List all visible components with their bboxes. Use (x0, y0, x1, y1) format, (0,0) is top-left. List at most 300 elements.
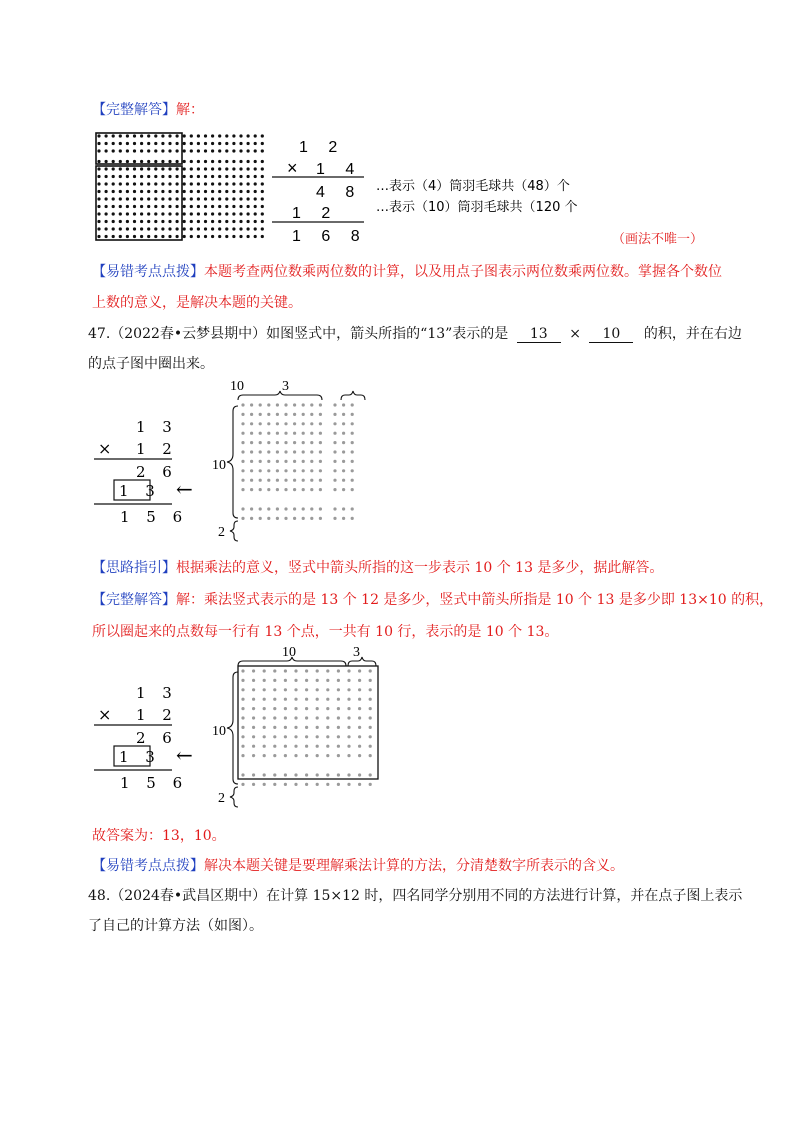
dot (97, 235, 100, 238)
dot (126, 134, 129, 137)
dot (342, 507, 345, 510)
dot (267, 432, 270, 435)
dot (197, 149, 200, 152)
dot (190, 167, 193, 170)
dot (369, 745, 372, 748)
dot (154, 182, 157, 185)
dot (326, 716, 329, 719)
answer-text: 解： (176, 102, 204, 118)
dot (97, 142, 100, 145)
dot (190, 134, 193, 137)
dot (154, 134, 157, 137)
dot (204, 149, 207, 152)
dot (232, 182, 235, 185)
dot (302, 469, 305, 472)
dot (369, 698, 372, 701)
dot (358, 707, 361, 710)
dot (302, 517, 305, 520)
arrow-icon-2: ← (176, 743, 193, 767)
dot (358, 783, 361, 786)
dot (161, 175, 164, 178)
dot (259, 460, 262, 463)
dot-grid-1 (97, 134, 264, 238)
dot (276, 507, 279, 510)
dot (284, 716, 287, 719)
dot (112, 227, 115, 230)
dot (225, 197, 228, 200)
dot (183, 190, 186, 193)
dot (250, 422, 253, 425)
dot (211, 220, 214, 223)
dot (225, 227, 228, 230)
dot (239, 160, 242, 163)
a-op: × (98, 705, 112, 724)
brace-label-side-2: 2 (218, 525, 225, 540)
dot (294, 669, 297, 672)
circled-block-small (96, 133, 182, 164)
dot (239, 190, 242, 193)
dot (310, 507, 313, 510)
dot (261, 235, 264, 238)
dot (204, 134, 207, 137)
dot (347, 745, 350, 748)
dot (204, 212, 207, 215)
dot (190, 220, 193, 223)
dot (369, 754, 372, 757)
dot (351, 507, 354, 510)
dot (97, 182, 100, 185)
dot (267, 488, 270, 491)
dot (211, 149, 214, 152)
vertical-calc-q (94, 418, 193, 526)
dot (333, 432, 336, 435)
dot (284, 669, 287, 672)
dot (369, 783, 372, 786)
dot (133, 134, 136, 137)
dot (358, 688, 361, 691)
dot (316, 688, 319, 691)
dot (302, 488, 305, 491)
dot (140, 160, 143, 163)
dot (284, 745, 287, 748)
dot (342, 432, 345, 435)
dot (267, 507, 270, 510)
dot (105, 197, 108, 200)
dot (337, 707, 340, 710)
dot (276, 403, 279, 406)
dot (204, 167, 207, 170)
dot (190, 205, 193, 208)
dot (358, 773, 361, 776)
dot (168, 227, 171, 230)
dot (225, 160, 228, 163)
dot (276, 488, 279, 491)
dot (337, 679, 340, 682)
dot-grid-answer (241, 669, 371, 786)
dot (276, 413, 279, 416)
dot (252, 688, 255, 691)
dot (232, 142, 235, 145)
dot (254, 235, 257, 238)
dot (369, 688, 372, 691)
dot (112, 134, 115, 137)
dot (241, 479, 244, 482)
dot (333, 422, 336, 425)
dot (267, 469, 270, 472)
dot (254, 142, 257, 145)
dot (273, 745, 276, 748)
dot (247, 227, 250, 230)
dot (126, 167, 129, 170)
dot (154, 235, 157, 238)
dot (225, 190, 228, 193)
dot (147, 190, 150, 193)
dot (204, 160, 207, 163)
dot (261, 190, 264, 193)
dot (319, 460, 322, 463)
dot (176, 190, 179, 193)
dot (259, 450, 262, 453)
dot (254, 205, 257, 208)
dot (168, 197, 171, 200)
dot (140, 190, 143, 193)
dot (273, 735, 276, 738)
dot (254, 220, 257, 223)
dot (241, 707, 244, 710)
question-text-1: 如图竖式中，箭头所指的“13”表示的是 (266, 326, 509, 342)
dot (97, 160, 100, 163)
dot (154, 197, 157, 200)
dot (267, 450, 270, 453)
dot (250, 507, 253, 510)
dot (97, 227, 100, 230)
dot (126, 142, 129, 145)
dot (119, 197, 122, 200)
dot (168, 167, 171, 170)
dot (126, 220, 129, 223)
dot (225, 149, 228, 152)
dot (342, 441, 345, 444)
dot (218, 160, 221, 163)
dot (241, 517, 244, 520)
answer-tag: 【完整解答】 (92, 102, 176, 118)
dot (190, 149, 193, 152)
dot (250, 488, 253, 491)
dot (105, 220, 108, 223)
dot (218, 220, 221, 223)
dot (316, 773, 319, 776)
dot (247, 197, 250, 200)
dot (358, 716, 361, 719)
dot (97, 167, 100, 170)
dot (302, 479, 305, 482)
dot (347, 773, 350, 776)
dot (241, 735, 244, 738)
dot (97, 212, 100, 215)
dot (305, 735, 308, 738)
dot (239, 197, 242, 200)
dot (147, 149, 150, 152)
dot (305, 745, 308, 748)
dot (197, 197, 200, 200)
dot (284, 679, 287, 682)
dot (294, 726, 297, 729)
dot (241, 460, 244, 463)
dot (342, 422, 345, 425)
brace-side-2 (230, 521, 238, 541)
dot (261, 167, 264, 170)
dot (232, 175, 235, 178)
dot (333, 517, 336, 520)
dot (351, 469, 354, 472)
dot (319, 488, 322, 491)
dot (211, 190, 214, 193)
dot (310, 479, 313, 482)
dot (225, 134, 228, 137)
dot (294, 716, 297, 719)
dot (305, 707, 308, 710)
dot (161, 149, 164, 152)
dot (105, 205, 108, 208)
dot (232, 227, 235, 230)
dot (261, 205, 264, 208)
dot (161, 182, 164, 185)
dot (204, 235, 207, 238)
dot (211, 212, 214, 215)
dot (119, 149, 122, 152)
dot (333, 479, 336, 482)
dot (310, 441, 313, 444)
dot (351, 517, 354, 520)
dot (119, 220, 122, 223)
dot (232, 220, 235, 223)
dot (218, 175, 221, 178)
answer-2-tag: 【完整解答】 (92, 592, 176, 608)
dot (342, 413, 345, 416)
dot (267, 441, 270, 444)
dot (263, 745, 266, 748)
dot (310, 432, 313, 435)
dot (333, 413, 336, 416)
dot (133, 175, 136, 178)
dot (351, 479, 354, 482)
dot (247, 142, 250, 145)
dot (241, 488, 244, 491)
dot (247, 160, 250, 163)
dot (232, 235, 235, 238)
dot (358, 669, 361, 672)
dot (168, 142, 171, 145)
dot (250, 403, 253, 406)
question-48-line1 (88, 886, 742, 906)
dot (284, 754, 287, 757)
dot (190, 142, 193, 145)
dot (133, 205, 136, 208)
dot (239, 142, 242, 145)
dot (273, 773, 276, 776)
dot (204, 220, 207, 223)
a-row5: 1 5 6 (120, 774, 189, 792)
dot (252, 754, 255, 757)
dot (183, 142, 186, 145)
dot (133, 227, 136, 230)
dot (225, 235, 228, 238)
dot (347, 669, 350, 672)
answer-heading-1 (92, 100, 204, 120)
times-sign: × (569, 326, 581, 342)
a-brace-label-3: 3 (353, 645, 360, 660)
dot (183, 205, 186, 208)
dot (351, 403, 354, 406)
dot (302, 432, 305, 435)
question-47-line1 (88, 324, 742, 344)
dot (369, 735, 372, 738)
dot (351, 488, 354, 491)
dot (369, 773, 372, 776)
dot (250, 432, 253, 435)
dot (369, 726, 372, 729)
dot (168, 175, 171, 178)
dot (133, 220, 136, 223)
v1-row3: 4 8 (316, 184, 363, 201)
dot (252, 745, 255, 748)
dot (337, 726, 340, 729)
dot (247, 167, 250, 170)
dot (112, 160, 115, 163)
dot (347, 716, 350, 719)
dot (358, 698, 361, 701)
dot (241, 669, 244, 672)
dot (369, 707, 372, 710)
dot (105, 175, 108, 178)
dot (204, 205, 207, 208)
dot (168, 235, 171, 238)
dot (211, 227, 214, 230)
dot (241, 716, 244, 719)
dot (161, 190, 164, 193)
dot (241, 469, 244, 472)
dot (347, 698, 350, 701)
dot (337, 698, 340, 701)
dot (293, 479, 296, 482)
dot (302, 460, 305, 463)
dot (342, 479, 345, 482)
dot (241, 726, 244, 729)
dot (218, 190, 221, 193)
dot (294, 698, 297, 701)
dot (347, 679, 350, 682)
dot (133, 197, 136, 200)
note-120: …表示（10）筒羽毛球共（120 个 (376, 200, 578, 215)
dot-figure-answer-1 (94, 130, 614, 248)
dot (316, 754, 319, 757)
dot (305, 754, 308, 757)
dot (337, 735, 340, 738)
dot (326, 679, 329, 682)
blank-2: 10 (589, 326, 633, 343)
dot (112, 197, 115, 200)
dot (347, 688, 350, 691)
dot (112, 142, 115, 145)
dot (254, 182, 257, 185)
dot (333, 460, 336, 463)
dot (259, 488, 262, 491)
dot (305, 726, 308, 729)
dot (276, 422, 279, 425)
a-brace-top-10 (238, 657, 346, 666)
dot (218, 167, 221, 170)
dot (273, 688, 276, 691)
circled-region (238, 666, 378, 779)
dot (326, 783, 329, 786)
dot (126, 182, 129, 185)
dot (273, 726, 276, 729)
dot (241, 698, 244, 701)
dot (241, 783, 244, 786)
dot (358, 735, 361, 738)
dot (183, 182, 186, 185)
hint-line (92, 558, 663, 578)
dot (183, 197, 186, 200)
dot (140, 197, 143, 200)
dot (232, 205, 235, 208)
dot (168, 205, 171, 208)
dot (293, 441, 296, 444)
dot (310, 450, 313, 453)
dot (319, 432, 322, 435)
dot (293, 432, 296, 435)
dot (310, 488, 313, 491)
dot (197, 205, 200, 208)
dot (119, 160, 122, 163)
tip-tag: 【易错考点点拨】 (92, 264, 204, 280)
dot (183, 149, 186, 152)
dot (126, 197, 129, 200)
dot (326, 688, 329, 691)
dot (197, 142, 200, 145)
dot (126, 175, 129, 178)
a-row1: 1 3 (136, 684, 178, 702)
dot (250, 469, 253, 472)
dot (326, 754, 329, 757)
dot (161, 197, 164, 200)
dot (319, 517, 322, 520)
dot (305, 679, 308, 682)
q-row3: 2 6 (136, 463, 178, 481)
dot (261, 220, 264, 223)
dot (112, 175, 115, 178)
dot (140, 220, 143, 223)
dot (319, 450, 322, 453)
dot (254, 227, 257, 230)
dot (197, 220, 200, 223)
dot (319, 507, 322, 510)
dot (147, 212, 150, 215)
dot (254, 134, 257, 137)
dot (183, 160, 186, 163)
dot (252, 783, 255, 786)
dot (197, 190, 200, 193)
dot (241, 745, 244, 748)
dot (119, 235, 122, 238)
dot (273, 716, 276, 719)
dot (112, 149, 115, 152)
dot (183, 167, 186, 170)
dot (305, 698, 308, 701)
dot (261, 134, 264, 137)
dot (273, 754, 276, 757)
dot (351, 441, 354, 444)
